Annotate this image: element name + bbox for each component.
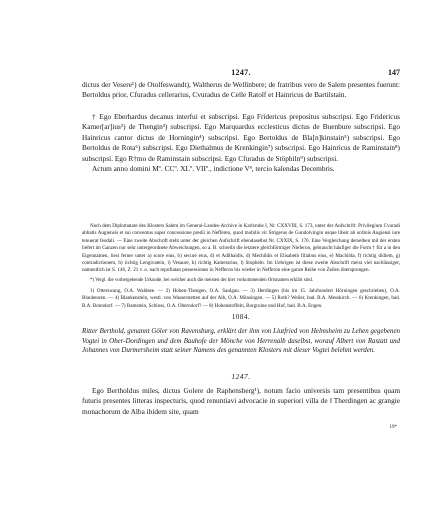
footnote-places [82, 288, 400, 310]
regest-text: Ritter Berthold, genannt Göler von Ravensburg, erklärt der ihm von Liutfried von Helmsheim zu Lehen gegebenen Vogtei in Ober-Dordingen und dem Bauhofe der Mönche von Herrenalb daselbst, worauf Albert von Rastatt und Johannes von Durmersheim statt seiner Namens des genannten Klosters mit dieser Vogtei belehnt werden. [82, 328, 400, 355]
date-line: 1247. [231, 372, 251, 381]
body-continuation [82, 80, 400, 101]
footnote-source [82, 223, 400, 275]
footnote-caption-text: *) Vergl. die vorhergehende Urkunde, bei welcher auch die meisten der hier vorkommenden Ortsnamen erklärt sind. [90, 278, 313, 283]
header-year: 1247. [231, 68, 251, 77]
document-number: 1084. [231, 313, 251, 321]
body-charter [82, 386, 400, 417]
footnote-caption [82, 277, 400, 284]
paragraph-charter: Ego Bertholdus miles, dictus Golere de Raphensberg¹), notum facio universis tam presentibus quam futuris presentes litteras inspecturis, quod renuntiavi advocacie in superiori villa de ‖ Therdingen ac grangie monachorum de Alba ibidem site, quam [82, 386, 400, 416]
footnote-source-text: Nach dem Diplomatare des Klosters Salem im General-Landes-Archive in Karlsruhe I, Nr. CXXVIII, S. 173, unter der Aufschrift: Privilegium Cvuradi abbatis Augiensis et sui conventus super concessione predii in Nefferen, quod mobilis vir Strigerus de Gundolvingin usque libeir ab ordinis Augiensi iure tenuerat feodali. — Eine zweite Abschrift steht unter der gleichen Aufschrift ebendaselbst Nr. CXXIX, S. 176. Eine Vergleichung derselben mit der ersten liefert im Ganzen nur sehr untergeordnete Abweichungen, so a. B. schreibt die letztere gleichförmiger Nieferon, gebraucht häufiger die Form † für a in den Eigennamen, liest ferner unter a) score eius, b) secure eius, d) et Adilhaidis, d) Mechildis et Elisabeth filiabus eius, e) Machilda, f) richtig didiem, g) contradictionem, h) richtig Lengivatein, i) Vesaure, k) richtig Kamerarius, l) Stopheln. Im Uebrigen ist diese zweite Abschrift meist viel nachlässiger, namentlich ist S. 146, Z. 21 v. o. nach repofiatan possessiones in Nefferon bis wieder in Nefferon eine ganze Reihe von Zeilen übersprungen. [82, 223, 400, 274]
body-signatories [82, 112, 400, 174]
signature-mark: 19* [389, 425, 397, 430]
footnote-places-text: 1) Otterswang, O.A. Waldsee. — 2) Hohen-Thengen, O.A. Saulgau. — 3) Herdingen (bis im 15. Jahrhundert Hörningen geschrieben), O.A. Blaubeuren. — 4) Blankenstein, westl. von Wasserstetten auf der Alb, O.A. Münsingen. — 5) Roth? Weiler, bad. B.A. Messkirch. — 6) Krenkingen, bad. B.A. Bonndorf. — 7) Ramstein, Schloss, O.A. Oberndorf? — 8) Hohenstoffeln, Burgruine und Hof, bad. B.A. Engen. [82, 288, 400, 309]
paragraph-dating: Actum anno domini Mº. CCº. XLº. VIIº., indictione Vª, tercio kalendas Decembris. [92, 164, 335, 174]
paragraph-continuation: dictus der Vesere¹) de Otolfeswandt), Waltherus de Wellinbere; de fratribus vero de Salem presentes fuerunt: Bertoldus prior, Cfuradus cellerarius, Cvuradus de Celle Ratolf et Hainricus de Bartilstain. [82, 80, 400, 100]
paragraph-signatories: † Ego Eberhardus decanus interfui et subscripsi. Ego Fridericus prepositus subscripsi. Ego Fridericus Kamer[ar]ius²) de Thengin³) subscripsi. Ego Marquardus ecclesticus dictus de Buenbure subscripsi. Ego Hainricus cantor dictus de Horningin⁴) subscripsi. Ego Bertoldus de Bla[n]kinstain⁵) subscripsi. Ego Bertoldus de Rota⁶) subscripsi. Ego Diethalmus de Krenkingin⁷) subscripsi. Ego Hainricus de Raminstain⁸) subscripsi. Ego R†mo de Raminstain subscripsi. Ego Cfuradus de Stöphiln⁹) subscripsi. [82, 112, 400, 163]
page-header [82, 68, 400, 80]
regest-summary [82, 327, 400, 356]
page-number: 147 [388, 68, 400, 77]
